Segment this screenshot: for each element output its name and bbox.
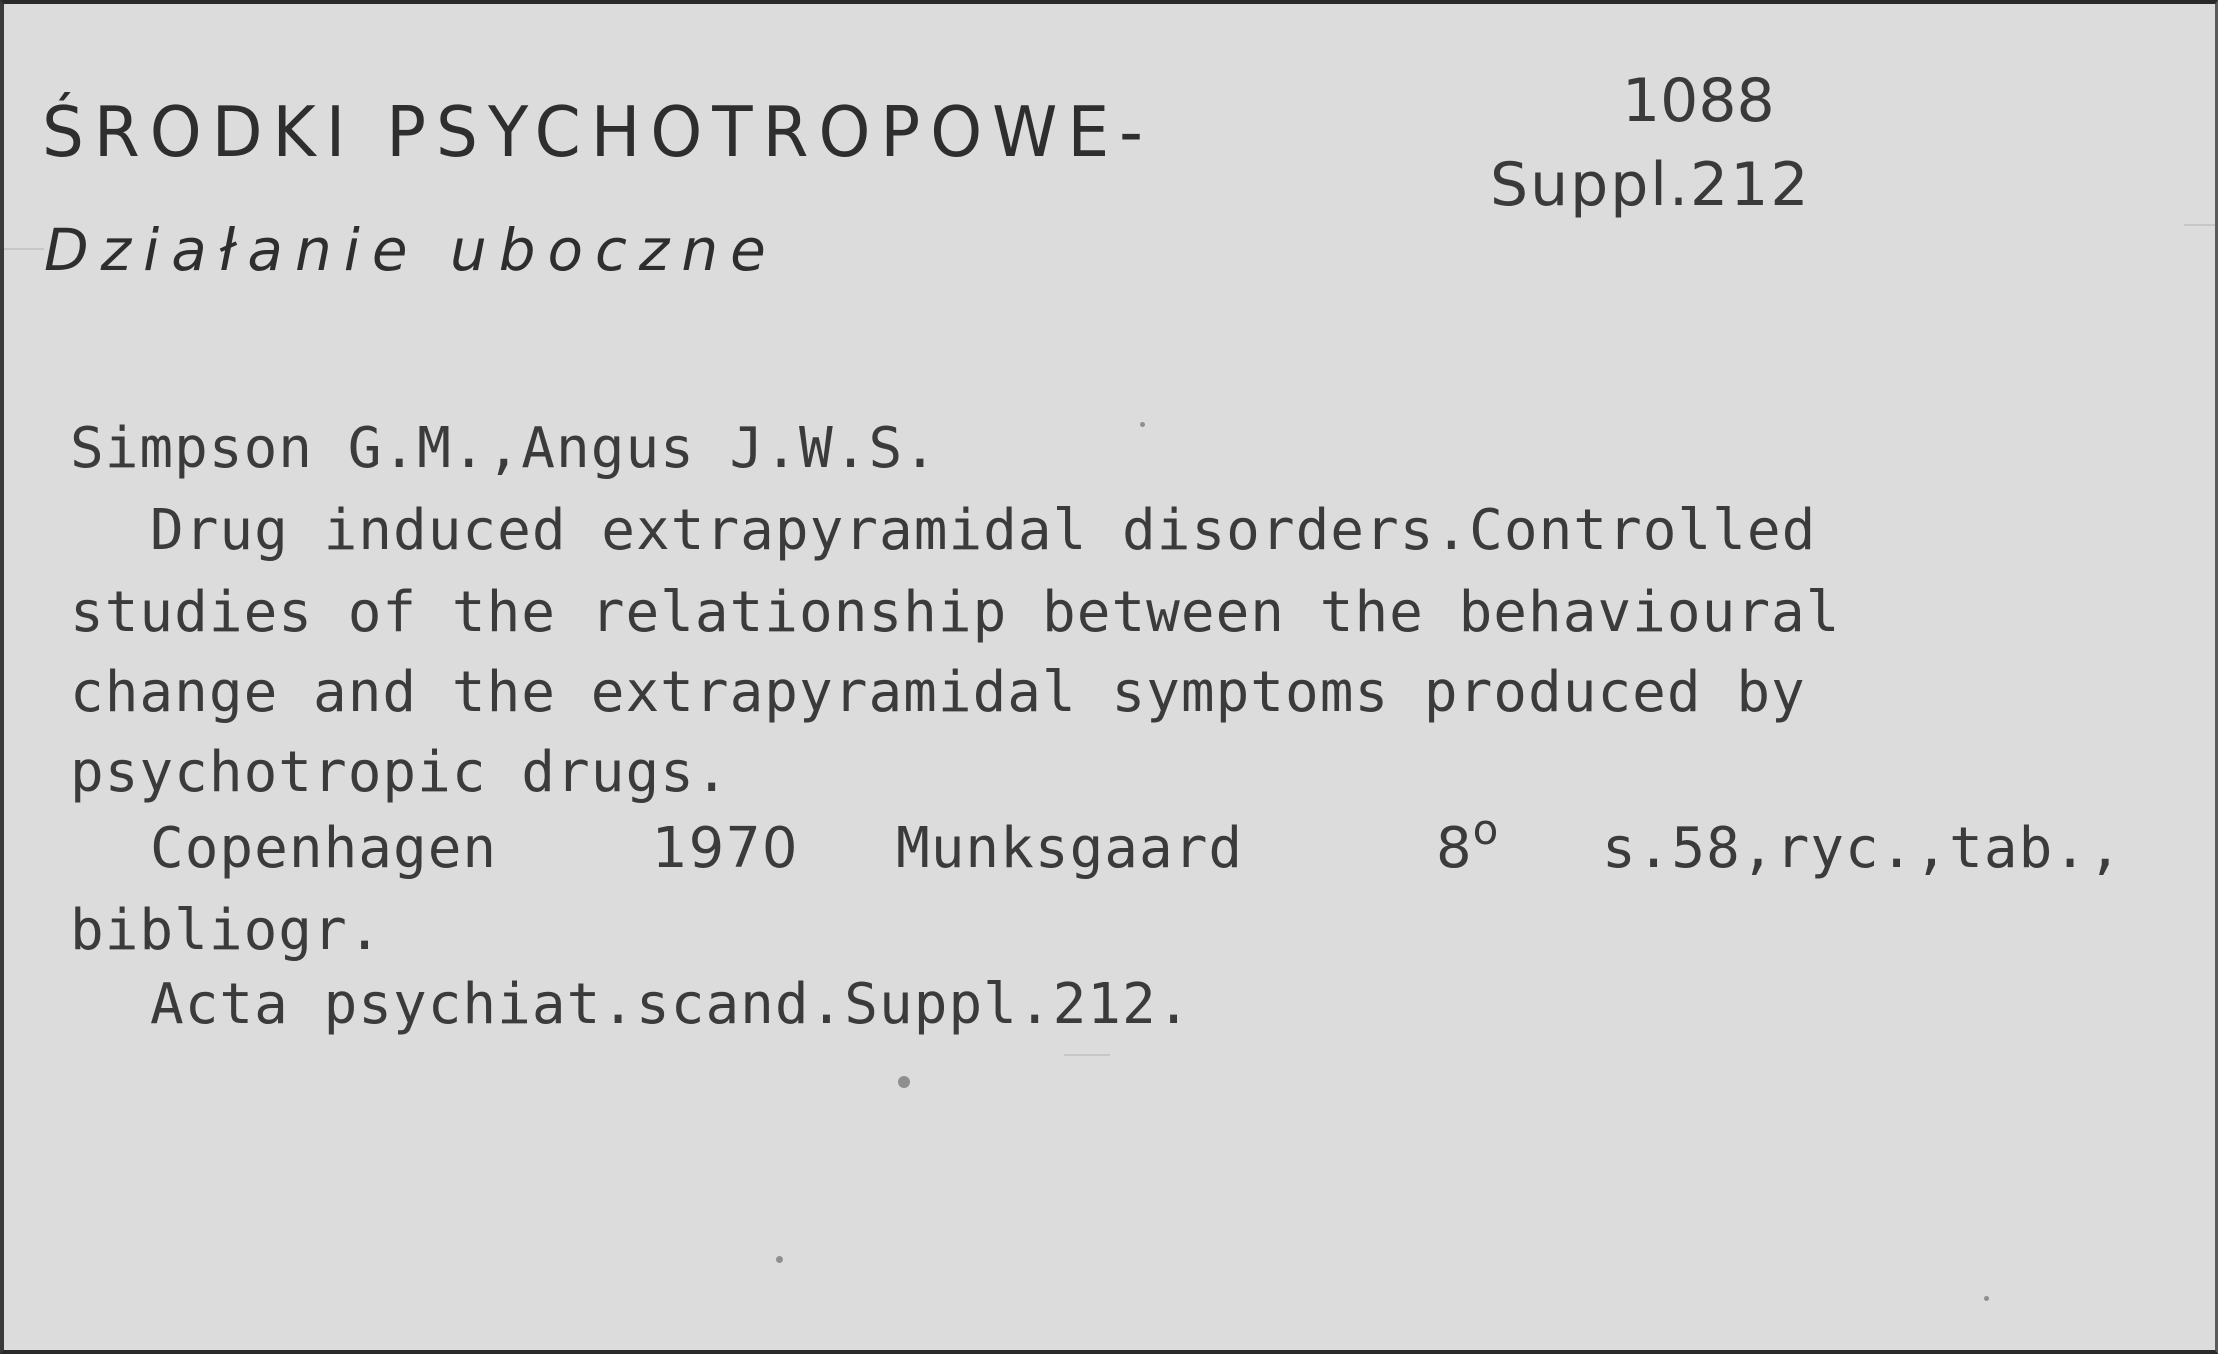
scratch <box>1064 1054 1110 1056</box>
imprint-collation-cont: bibliogr. <box>70 898 383 963</box>
subject-heading-line2: Działanie uboczne <box>44 216 778 284</box>
format-number: 8 <box>1436 816 1473 881</box>
speck <box>898 1076 910 1088</box>
imprint-collation: s.58,ryc.,tab., <box>1602 816 2123 881</box>
scratch <box>4 248 44 250</box>
imprint-place: Copenhagen <box>150 816 498 881</box>
speck <box>776 1256 783 1263</box>
call-number-series: Suppl.212 <box>1490 150 1811 220</box>
format-degree: o <box>1472 804 1500 854</box>
title-line-4: psychotropic drugs. <box>70 740 730 805</box>
imprint-year: 1970 <box>652 816 799 881</box>
scratch <box>2184 224 2218 226</box>
subject-heading-line1: ŚRODKI PSYCHOTROPOWE- <box>42 92 1153 173</box>
authors: Simpson G.M.,Angus J.W.S. <box>70 416 938 481</box>
series-note: Acta psychiat.scand.Suppl.212. <box>150 972 1192 1037</box>
speck <box>1984 1296 1989 1301</box>
title-line-1: Drug induced extrapyramidal disorders.Controlled <box>150 498 1817 563</box>
title-line-2: studies of the relationship between the behavioural <box>70 580 1841 645</box>
imprint-publisher: Munksgaard <box>896 816 1244 881</box>
title-line-3: change and the extrapyramidal symptoms produced by <box>70 660 1806 725</box>
speck <box>1140 422 1145 427</box>
imprint-format <box>1436 804 1500 881</box>
call-number: 1088 <box>1622 66 1775 136</box>
